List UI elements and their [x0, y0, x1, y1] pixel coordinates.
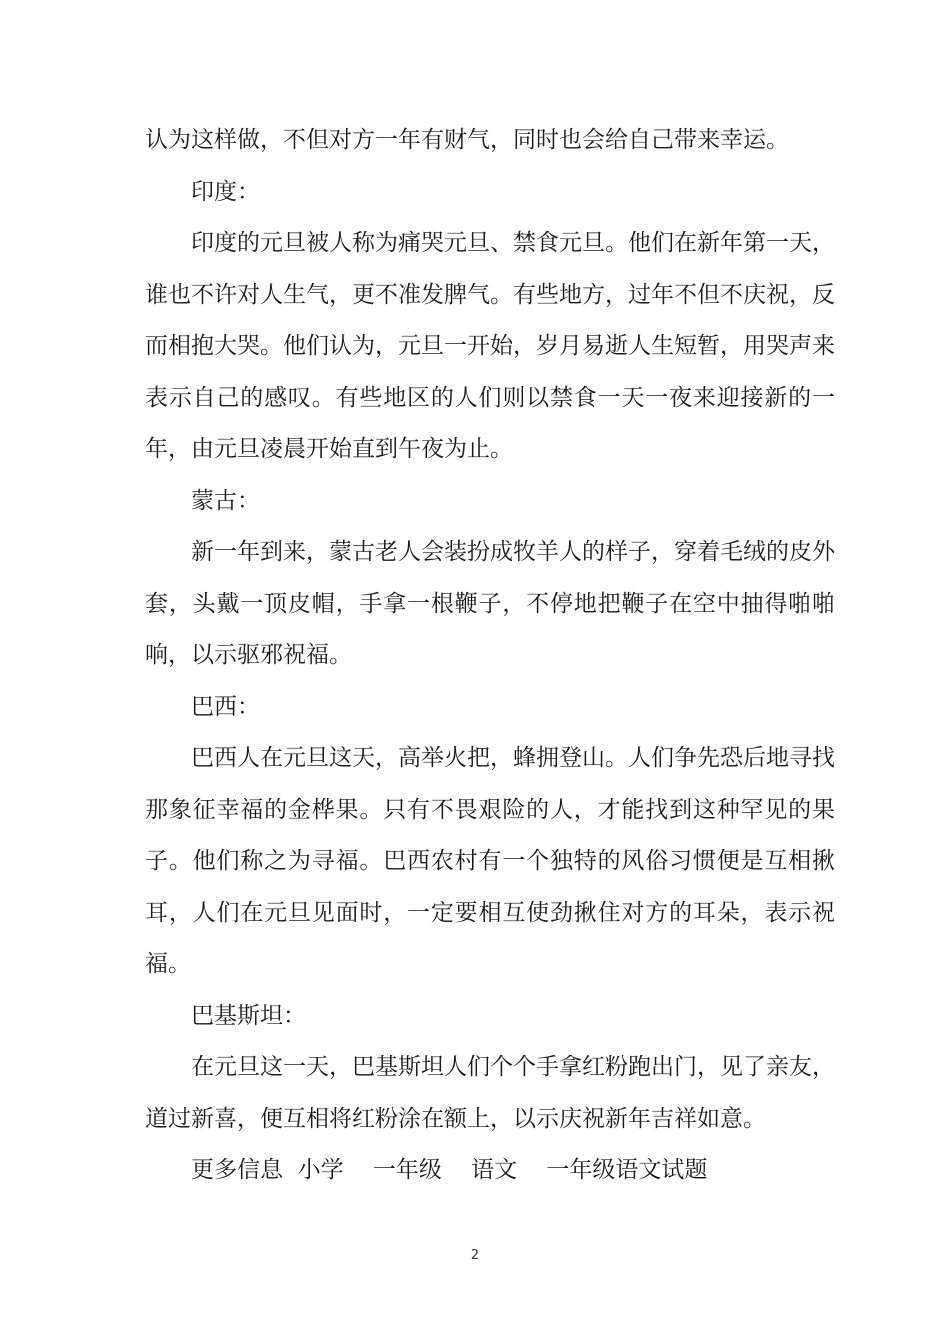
page-number: 2: [470, 1248, 480, 1263]
more-info-line: 更多信息 小学 一年级 语文 一年级语文试题: [191, 1157, 708, 1183]
paragraph-pakistan: 在元旦这一天，巴基斯坦人们个个手拿红粉跑出门，见了亲友，道过新喜，便互相将红粉涂在额上，以示庆祝新年吉祥如意。: [145, 1054, 835, 1132]
paragraph-india: 印度的元旦被人称为痛哭元旦、禁食元旦。他们在新年第一天，谁也不许对人生气，更不准发脾气。有些地方，过年不但不庆祝，反而相抱大哭。他们认为，元旦一开始，岁月易逝人生短暂，用哭声来表示自己的感叹。有些地区的人们则以禁食一天一夜来迎接新的一年，由元旦凌晨开始直到午夜为止。: [145, 230, 835, 462]
section-heading-india: 印度：: [191, 178, 260, 205]
section-heading-pakistan: 巴基斯坦：: [191, 1002, 306, 1029]
section-heading-brazil: 巴西：: [191, 693, 260, 720]
document-body: [145, 115, 835, 1197]
paragraph-mongolia: 新一年到来，蒙古老人会装扮成牧羊人的样子，穿着毛绒的皮外套，头戴一顶皮帽，手拿一根鞭子，不停地把鞭子在空中抽得啪啪响，以示驱邪祝福。: [145, 539, 835, 668]
paragraph-continuation: 认为这样做，不但对方一年有财气，同时也会给自己带来幸运。: [145, 127, 789, 153]
paragraph-brazil: 巴西人在元旦这天，高举火把，蜂拥登山。人们争先恐后地寻找那象征幸福的金桦果。只有不畏艰险的人，才能找到这种罕见的果子。他们称之为寻福。巴西农村有一个独特的风俗习惯便是互相揪耳，人们在元旦见面时，一定要相互使劲揪住对方的耳朵，表示祝福。: [145, 745, 835, 977]
section-heading-mongolia: 蒙古：: [191, 487, 260, 514]
